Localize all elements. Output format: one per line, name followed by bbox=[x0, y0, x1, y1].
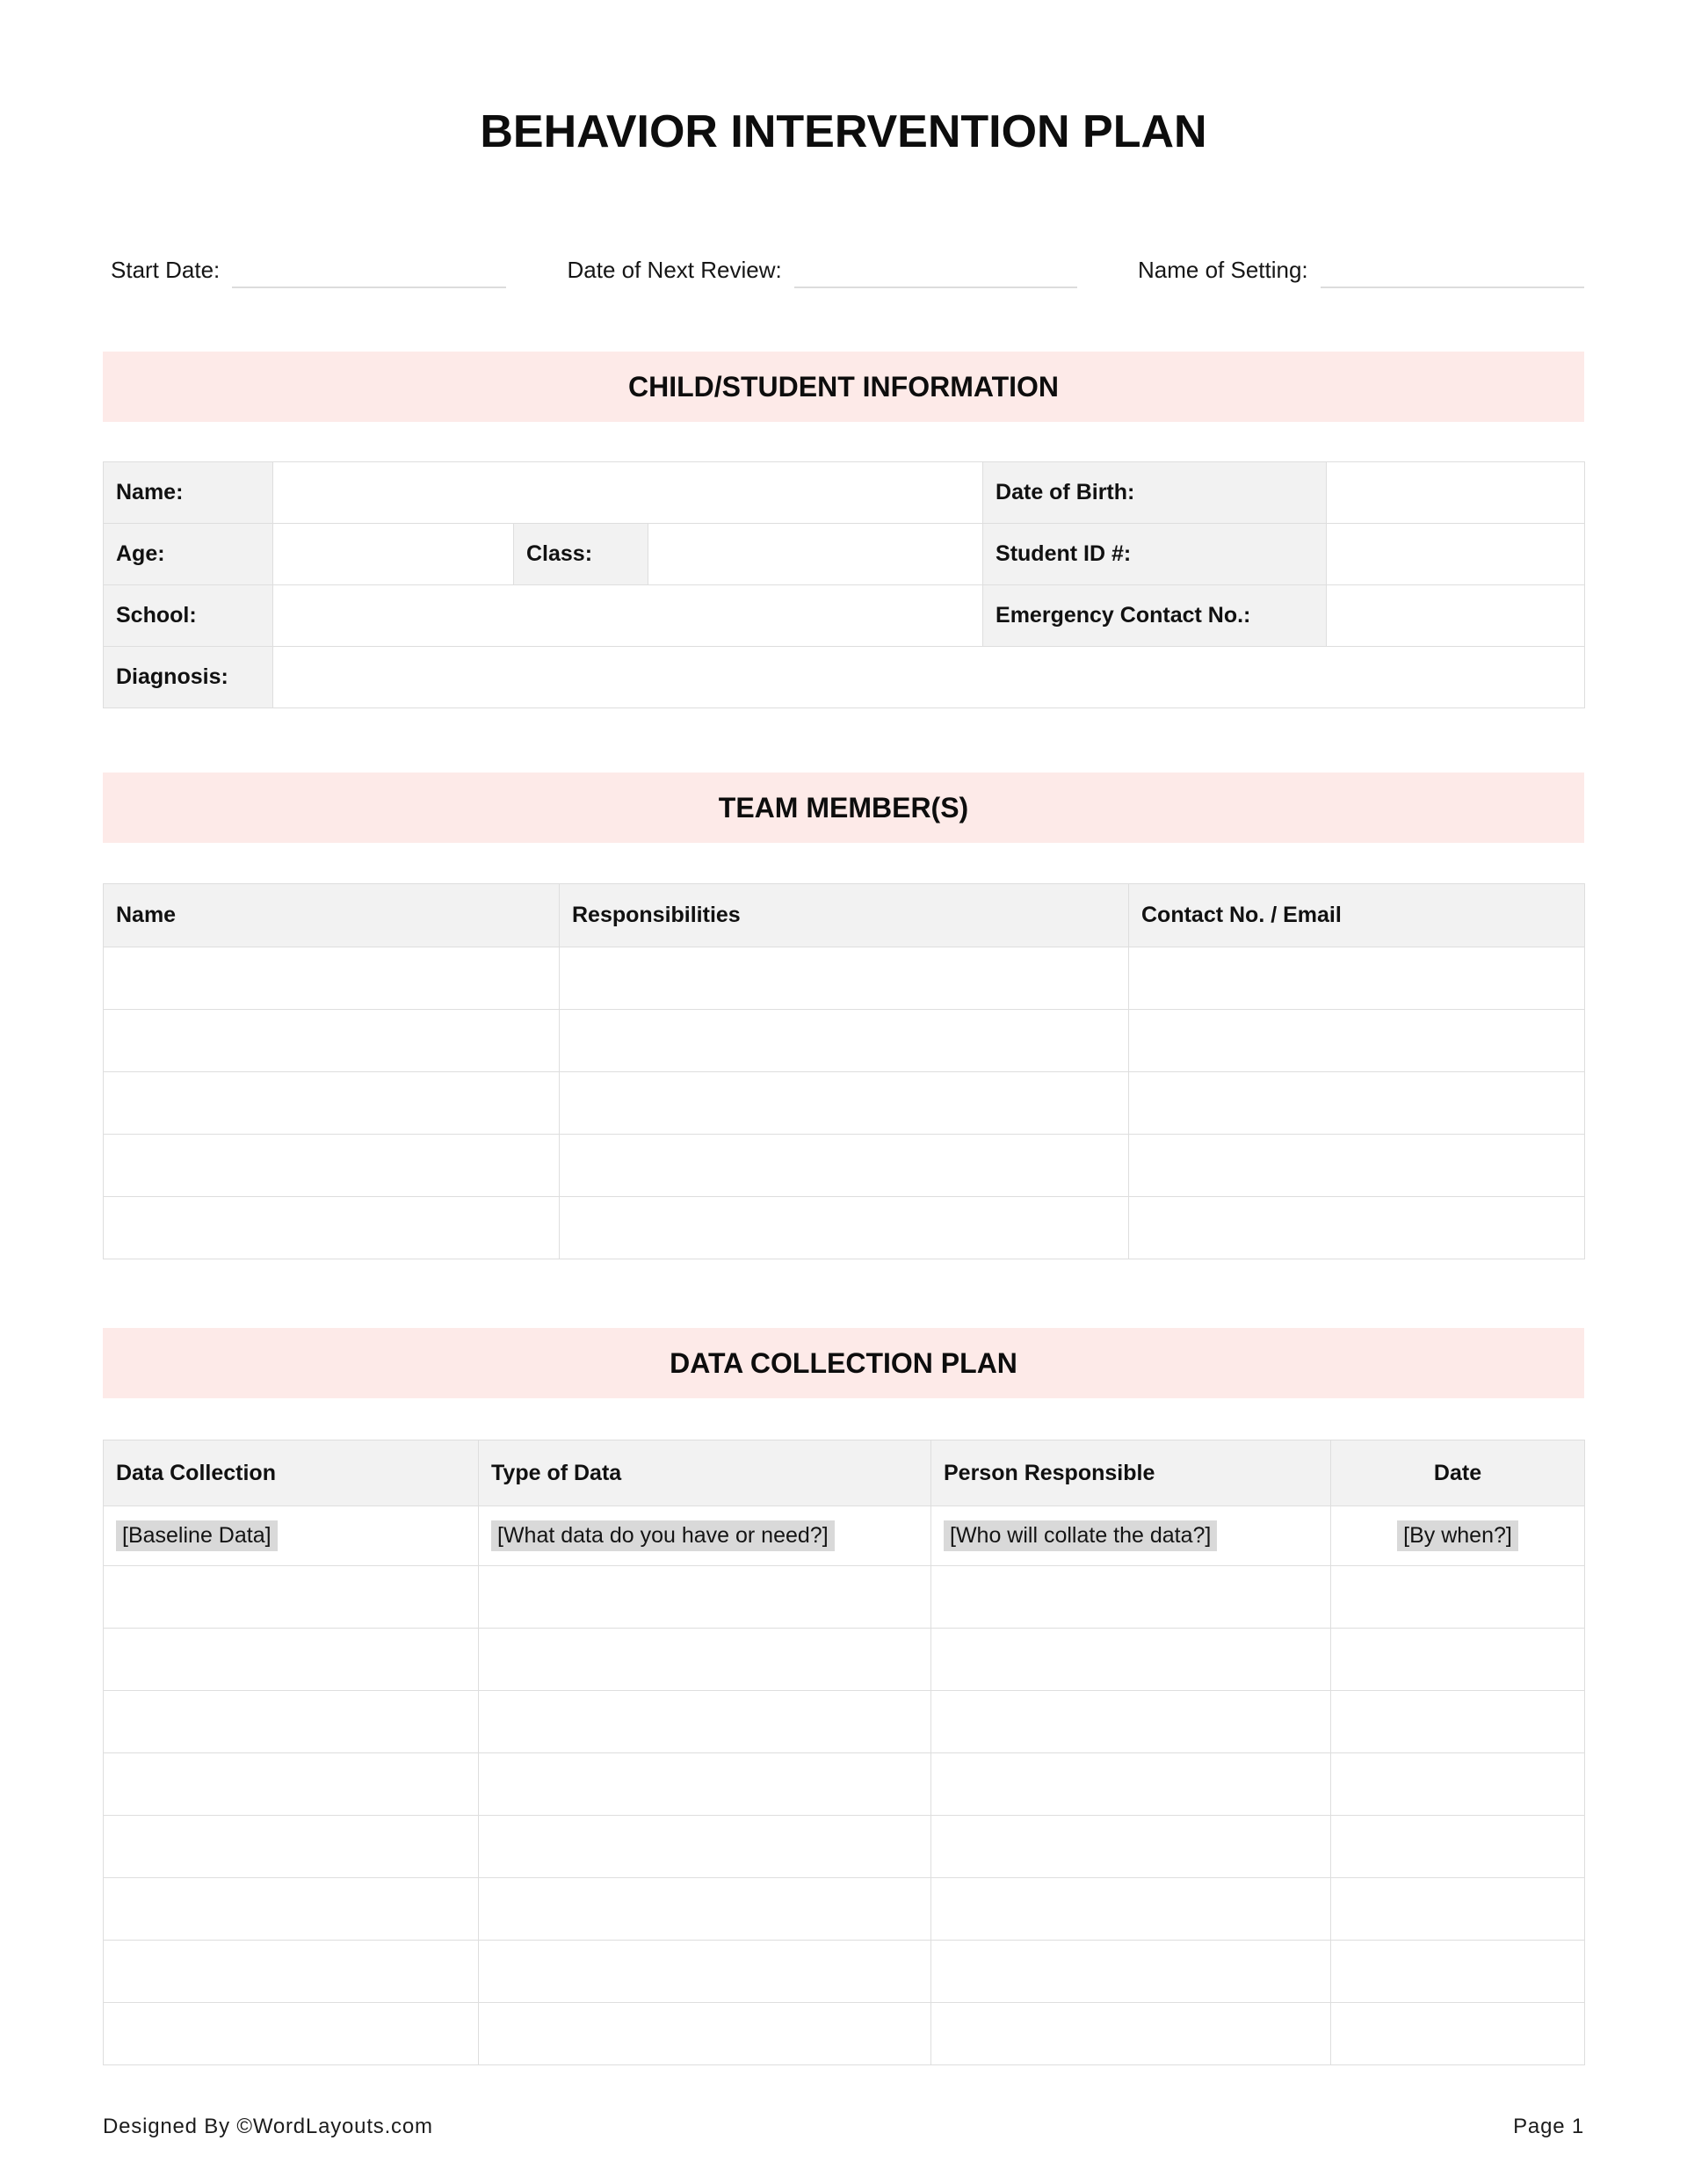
data-col-date: Date bbox=[1331, 1440, 1585, 1506]
empty-cell[interactable] bbox=[560, 1072, 1129, 1135]
table-row bbox=[104, 647, 1585, 708]
team-col-responsibilities: Responsibilities bbox=[560, 884, 1129, 947]
emergency-contact-label: Emergency Contact No.: bbox=[983, 585, 1327, 647]
data-col-type: Type of Data bbox=[479, 1440, 931, 1506]
diagnosis-value-cell[interactable] bbox=[273, 647, 1585, 708]
empty-cell[interactable] bbox=[479, 1691, 931, 1753]
empty-cell[interactable] bbox=[931, 1941, 1331, 2003]
data-collection-row bbox=[104, 1566, 1585, 1629]
empty-cell[interactable] bbox=[1331, 1878, 1585, 1941]
empty-cell[interactable] bbox=[560, 1197, 1129, 1259]
data-collection-row bbox=[104, 1753, 1585, 1816]
empty-cell[interactable] bbox=[479, 1941, 931, 2003]
empty-cell[interactable] bbox=[1331, 1629, 1585, 1691]
empty-cell[interactable] bbox=[931, 1878, 1331, 1941]
team-member-row bbox=[104, 947, 1585, 1010]
team-member-row bbox=[104, 1010, 1585, 1072]
data-collection-row bbox=[104, 1629, 1585, 1691]
setting-name-input[interactable] bbox=[1321, 251, 1584, 288]
empty-cell[interactable] bbox=[104, 1753, 479, 1816]
person-responsible-placeholder[interactable]: [Who will collate the data?] bbox=[944, 1520, 1217, 1551]
empty-cell[interactable] bbox=[1331, 1753, 1585, 1816]
emergency-contact-value-cell[interactable] bbox=[1327, 585, 1585, 647]
page-title: BEHAVIOR INTERVENTION PLAN bbox=[480, 106, 1207, 157]
empty-cell[interactable] bbox=[1331, 1691, 1585, 1753]
empty-cell[interactable] bbox=[1129, 1197, 1585, 1259]
data-col-collection: Data Collection bbox=[104, 1440, 479, 1506]
team-member-row bbox=[104, 1072, 1585, 1135]
school-value-cell[interactable] bbox=[273, 585, 983, 647]
empty-cell[interactable] bbox=[104, 1072, 560, 1135]
start-date-field bbox=[111, 251, 506, 295]
name-label: Name: bbox=[104, 462, 273, 524]
empty-cell[interactable] bbox=[479, 1878, 931, 1941]
data-collection-heading-text: DATA COLLECTION PLAN bbox=[670, 1346, 1017, 1379]
empty-cell[interactable] bbox=[104, 1135, 560, 1197]
empty-cell[interactable] bbox=[931, 2003, 1331, 2065]
top-fields-row bbox=[103, 251, 1584, 295]
empty-cell[interactable] bbox=[104, 1878, 479, 1941]
empty-cell[interactable] bbox=[1331, 1941, 1585, 2003]
table-header-row bbox=[104, 884, 1585, 947]
name-value-cell[interactable] bbox=[273, 462, 983, 524]
baseline-data-placeholder[interactable]: [Baseline Data] bbox=[116, 1520, 278, 1551]
class-value-cell[interactable] bbox=[648, 524, 983, 585]
empty-cell[interactable] bbox=[104, 1566, 479, 1629]
empty-cell[interactable] bbox=[104, 947, 560, 1010]
age-label: Age: bbox=[104, 524, 273, 585]
empty-cell[interactable] bbox=[104, 1197, 560, 1259]
empty-cell[interactable] bbox=[104, 2003, 479, 2065]
empty-cell[interactable] bbox=[931, 1691, 1331, 1753]
next-review-field bbox=[568, 251, 1077, 295]
data-collection-row bbox=[104, 1941, 1585, 2003]
next-review-input[interactable] bbox=[794, 251, 1077, 288]
empty-cell[interactable] bbox=[1129, 1072, 1585, 1135]
data-collection-table bbox=[103, 1440, 1585, 2065]
data-collection-row bbox=[104, 2003, 1585, 2065]
student-id-label: Student ID #: bbox=[983, 524, 1327, 585]
table-header-row bbox=[104, 1440, 1585, 1506]
setting-name-label: Name of Setting: bbox=[1138, 257, 1308, 283]
empty-cell[interactable] bbox=[560, 1135, 1129, 1197]
class-label: Class: bbox=[514, 524, 648, 585]
start-date-input[interactable] bbox=[232, 251, 506, 288]
data-collection-section-heading bbox=[103, 1328, 1584, 1398]
diagnosis-label: Diagnosis: bbox=[104, 647, 273, 708]
empty-cell[interactable] bbox=[931, 1816, 1331, 1878]
team-col-contact: Contact No. / Email bbox=[1129, 884, 1585, 947]
empty-cell[interactable] bbox=[479, 1816, 931, 1878]
school-label: School: bbox=[104, 585, 273, 647]
empty-cell[interactable] bbox=[479, 2003, 931, 2065]
start-date-label: Start Date: bbox=[111, 257, 221, 283]
data-collection-row bbox=[104, 1878, 1585, 1941]
team-heading-text: TEAM MEMBER(S) bbox=[718, 791, 969, 824]
empty-cell[interactable] bbox=[1129, 1135, 1585, 1197]
page-footer bbox=[103, 2115, 1584, 2139]
type-of-data-cell bbox=[479, 1506, 931, 1566]
team-section-heading bbox=[103, 773, 1584, 843]
empty-cell[interactable] bbox=[104, 1629, 479, 1691]
data-collection-row bbox=[104, 1816, 1585, 1878]
empty-cell[interactable] bbox=[1129, 1010, 1585, 1072]
next-review-label: Date of Next Review: bbox=[567, 257, 782, 283]
date-placeholder[interactable]: [By when?] bbox=[1397, 1520, 1518, 1551]
data-col-person: Person Responsible bbox=[931, 1440, 1331, 1506]
date-cell bbox=[1331, 1506, 1585, 1566]
footer-credit: Designed By ©WordLayouts.com bbox=[103, 2115, 433, 2138]
person-responsible-cell bbox=[931, 1506, 1331, 1566]
age-value-cell[interactable] bbox=[273, 524, 514, 585]
empty-cell[interactable] bbox=[1331, 1816, 1585, 1878]
student-id-value-cell[interactable] bbox=[1327, 524, 1585, 585]
empty-cell[interactable] bbox=[931, 1566, 1331, 1629]
child-info-heading-text: CHILD/STUDENT INFORMATION bbox=[627, 370, 1060, 403]
dob-label: Date of Birth: bbox=[983, 462, 1327, 524]
empty-cell[interactable] bbox=[931, 1629, 1331, 1691]
empty-cell[interactable] bbox=[104, 1010, 560, 1072]
empty-cell[interactable] bbox=[479, 1629, 931, 1691]
empty-cell[interactable] bbox=[104, 1816, 479, 1878]
empty-cell[interactable] bbox=[479, 1753, 931, 1816]
child-info-table bbox=[103, 461, 1585, 708]
type-of-data-placeholder[interactable]: [What data do you have or need?] bbox=[491, 1520, 835, 1551]
table-row bbox=[104, 524, 1585, 585]
team-members-table bbox=[103, 883, 1585, 1259]
placeholder-row bbox=[104, 1506, 1585, 1566]
empty-cell[interactable] bbox=[931, 1753, 1331, 1816]
empty-cell[interactable] bbox=[104, 1691, 479, 1753]
child-info-section-heading bbox=[103, 352, 1584, 422]
empty-cell[interactable] bbox=[560, 947, 1129, 1010]
empty-cell[interactable] bbox=[1331, 2003, 1585, 2065]
empty-cell[interactable] bbox=[479, 1566, 931, 1629]
footer-page-number: Page 1 bbox=[1513, 2115, 1584, 2138]
team-member-row bbox=[104, 1135, 1585, 1197]
baseline-data-cell bbox=[104, 1506, 479, 1566]
setting-name-field bbox=[1138, 251, 1584, 295]
empty-cell[interactable] bbox=[1331, 1566, 1585, 1629]
empty-cell[interactable] bbox=[1129, 947, 1585, 1010]
data-collection-row bbox=[104, 1691, 1585, 1753]
table-row bbox=[104, 585, 1585, 647]
dob-value-cell[interactable] bbox=[1327, 462, 1585, 524]
empty-cell[interactable] bbox=[560, 1010, 1129, 1072]
team-member-row bbox=[104, 1197, 1585, 1259]
table-row bbox=[104, 462, 1585, 524]
empty-cell[interactable] bbox=[104, 1941, 479, 2003]
team-col-name: Name bbox=[104, 884, 560, 947]
